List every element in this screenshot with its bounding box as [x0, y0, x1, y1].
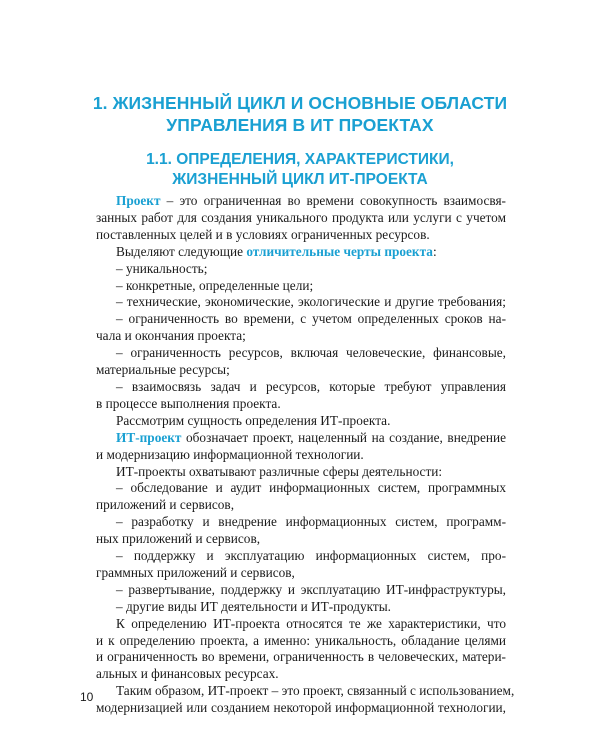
section-title: [40, 150, 560, 190]
text-line: [96, 430, 506, 447]
list-item: – разработку и внедрение информационных систем, программ-: [116, 514, 506, 530]
section-title-line: 1.1. ОПРЕДЕЛЕНИЯ, ХАРАКТЕРИСТИКИ,: [146, 151, 454, 168]
text-line: модернизацией или созданием некоторой информационной технологии,: [96, 700, 506, 716]
text-line: ИТ-проекты охватывают различные сферы деятельности:: [116, 463, 443, 479]
text-line: поставленных целей и в условиях ограниченных ресурсов.: [96, 226, 430, 242]
text-span: :: [432, 243, 437, 259]
term-distinctive-features: отличительные черты проекта: [246, 243, 433, 259]
term-it-project: ИТ-проект: [116, 429, 182, 445]
chapter-title-line: 1. ЖИЗНЕННЫЙ ЦИКЛ И ОСНОВНЫЕ ОБЛАСТИ: [92, 93, 508, 113]
term-project: Проект: [116, 193, 161, 208]
text-line: К определению ИТ-проекта относятся те же характеристики, что: [116, 615, 506, 631]
list-item: – поддержку и эксплуатацию информационных систем, про-: [116, 548, 506, 564]
text-line: Таким образом, ИТ-проект – это проект, связанный с использованием,: [116, 683, 515, 699]
list-item: – ограниченность ресурсов, включая человеческие, финансовые,: [116, 345, 506, 361]
body-text: [96, 193, 515, 717]
text-line: чала и окончания проекта;: [96, 328, 246, 344]
list-item: – ограниченность во времени, с учетом определенных сроков на-: [116, 311, 506, 327]
chapter-title: [40, 92, 560, 136]
text-line: и к определению проекта, а именно: уникальность, обладание целями: [96, 632, 506, 648]
list-item: – взаимосвязь задач и ресурсов, которые требуют управления: [116, 378, 506, 394]
text-line: [96, 244, 506, 261]
text-line: ных приложений и сервисов,: [96, 531, 261, 547]
list-item: – технические, экономические, экологические и другие требования;: [116, 294, 506, 310]
text-span: обозначает проект, нацеленный на создание, внедрение: [181, 429, 506, 445]
chapter-title-line: УПРАВЛЕНИЯ В ИТ ПРОЕКТАХ: [166, 115, 434, 135]
text-span: Выделяют следующие: [116, 243, 247, 259]
text-line: граммных приложений и сервисов,: [96, 564, 295, 580]
text-line: [96, 193, 506, 210]
list-item: – уникальность;: [116, 260, 208, 276]
text-line: занных работ для создания уникального продукта или услуги с учетом: [96, 209, 506, 225]
list-item: – конкретные, определенные цели;: [116, 277, 314, 293]
section-title-line: ЖИЗНЕННЫЙ ЦИКЛ ИТ-ПРОЕКТА: [172, 171, 428, 188]
text-span: – это ограниченная во времени совокупность взаимосвя-: [160, 193, 506, 208]
list-item: – обследование и аудит информационных систем, программных: [116, 480, 506, 496]
text-line: Рассмотрим сущность определения ИТ-проекта.: [116, 412, 391, 428]
text-line: альных и финансовых ресурсах.: [96, 666, 279, 682]
text-line: и модернизацию информационной технологии.: [96, 446, 364, 462]
list-item: – другие виды ИТ деятельности и ИТ-продукты.: [116, 598, 391, 614]
page-number: 10: [80, 690, 94, 704]
text-line: приложений и сервисов,: [96, 497, 235, 513]
list-item: – развертывание, поддержку и эксплуатацию ИТ-инфраструктуры,: [116, 581, 506, 597]
text-line: и ограниченность во времени, ограниченность в человеческих, матери-: [96, 649, 506, 665]
text-line: материальные ресурсы;: [96, 362, 230, 378]
text-line: в процессе выполнения проекта.: [96, 395, 281, 411]
